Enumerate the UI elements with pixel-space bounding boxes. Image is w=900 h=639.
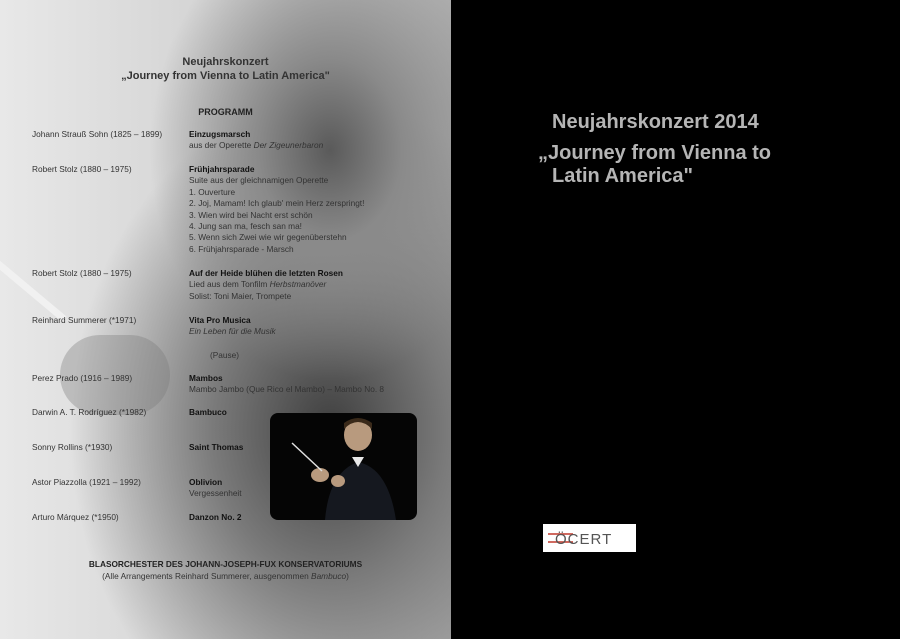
- cover-subtitle-line2: Latin America": [552, 165, 694, 187]
- program-title: Neujahrskonzert: [182, 56, 269, 68]
- composer: Reinhard Summerer (*1971): [32, 315, 137, 325]
- piece-title: Bambuco: [189, 407, 227, 417]
- piece-title: Auf der Heide blühen die letzten Rosen: [189, 268, 343, 278]
- cover-title: Neujahrskonzert 2014: [552, 111, 759, 133]
- oecert-logo: [543, 524, 636, 552]
- orchestra-name: BLASORCHESTER DES JOHANN-JOSEPH-FUX KONSERVATORIUMS: [88, 559, 363, 569]
- piece-title: Oblivion: [189, 477, 223, 487]
- piece-title: Saint Thomas: [189, 442, 244, 452]
- piece-title: Danzon No. 2: [189, 512, 242, 522]
- pause-label: (Pause): [210, 350, 240, 360]
- piece: Frühjahrsparade Suite aus der gleichnamigen Operette 1. Ouverture 2. Joj, Mamam! Ich glaub' mein Herz zerspringt! 3. Wien wird bei Nacht erst schön 4. Jung san ma, fesch san ma! 5. Wenn sich Zwei wie wir gegenüberstehn 6. Frühjahrsparade - Marsch: [189, 164, 365, 254]
- conductor-figure: [270, 413, 417, 520]
- composer: Johann Strauß Sohn (1825 – 1899): [32, 129, 163, 139]
- piece-title: Mambos: [189, 373, 223, 383]
- piece: Vita Pro Musica Ein Leben für die Musik: [189, 315, 276, 337]
- piece: Auf der Heide blühen die letzten Rosen Lied aus dem Tonfilm Herbstmanöver Solist: Toni Maier, Trompete: [189, 268, 343, 301]
- conductor-photo: [270, 413, 417, 520]
- composer: Perez Prado (1916 – 1989): [32, 373, 133, 383]
- composer: Darwin A. T. Rodríguez (*1982): [32, 407, 147, 417]
- piece-title: Einzugsmarsch: [189, 129, 251, 139]
- cover-subtitle-line1: „Journey from Vienna to: [538, 142, 772, 164]
- piece-title: Vita Pro Musica: [189, 315, 251, 325]
- piece-title: Frühjahrsparade: [189, 164, 255, 174]
- composer: Sonny Rollins (*1930): [32, 442, 113, 452]
- program-subtitle: „Journey from Vienna to Latin America": [121, 70, 330, 82]
- arrangements-note: (Alle Arrangements Reinhard Summerer, ausgenommen Bambuco): [102, 571, 349, 581]
- program-heading: PROGRAMM: [198, 107, 253, 117]
- cover-page: [451, 0, 900, 639]
- composer: Robert Stolz (1880 – 1975): [32, 268, 132, 278]
- conductor-baton: [0, 246, 67, 322]
- composer: Astor Piazzolla (1921 – 1992): [32, 477, 141, 487]
- oecert-logo-mark: [543, 524, 636, 552]
- piece: Oblivion Vergessenheit: [189, 477, 242, 499]
- composer: Robert Stolz (1880 – 1975): [32, 164, 132, 174]
- piece: Einzugsmarsch aus der Operette Der Zigeunerbaron: [189, 129, 324, 151]
- svg-text:ÖCERT: ÖCERT: [555, 531, 613, 548]
- piece: Mambos Mambo Jambo (Que Rico el Mambo) – Mambo No. 8: [189, 373, 385, 395]
- composer: Arturo Márquez (*1950): [32, 512, 119, 522]
